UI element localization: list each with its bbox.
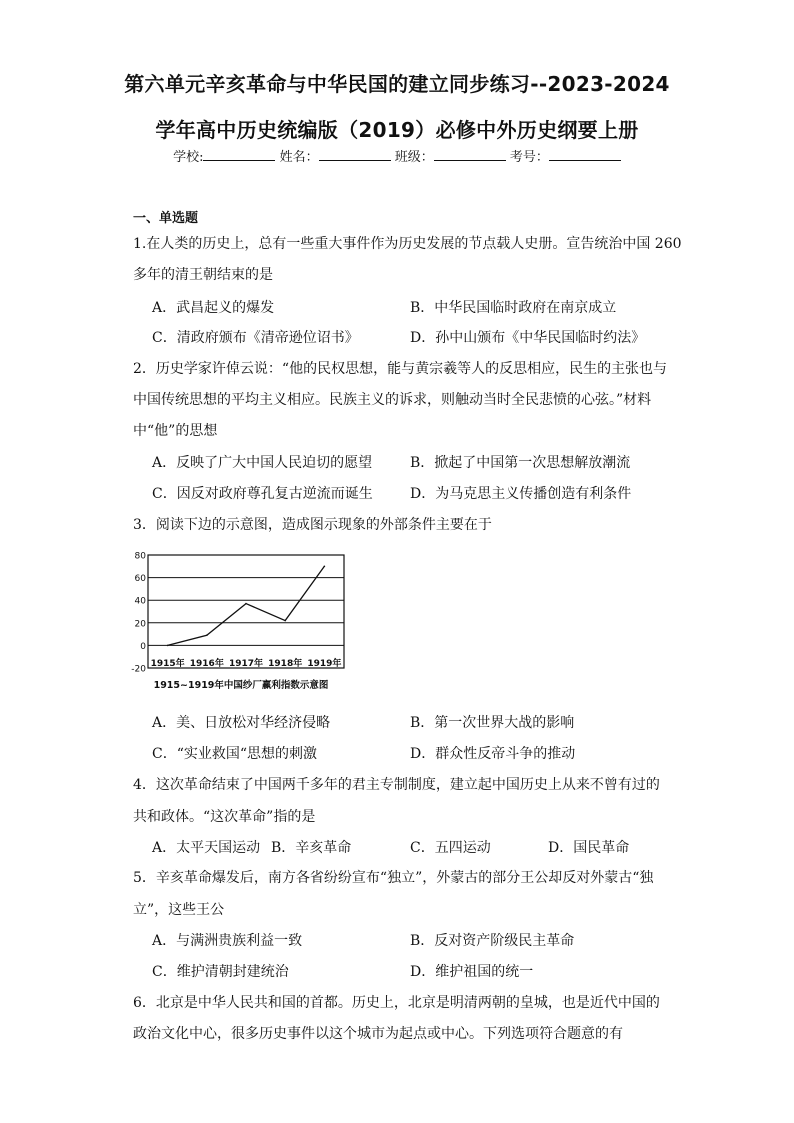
x-tick-label: 1915年 (150, 659, 185, 669)
question-6-line-1: 6．北京是中华人民共和国的首都。历史上，北京是明清两朝的皇城，也是近代中国的 (133, 995, 660, 1011)
question-3-option-c[interactable]: C．“实业救国“思想的刺激 (152, 746, 318, 762)
question-2-line-3: 中“他”的思想 (133, 423, 218, 439)
question-3-option-d[interactable]: D．群众性反帝斗争的推动 (410, 746, 576, 762)
y-tick-label: 20 (134, 619, 146, 630)
question-4-line-1: 4．这次革命结束了中国两千多年的君主专制制度，建立起中国历史上从来不曾有过的 (133, 777, 660, 793)
y-tick-label: -20 (131, 664, 146, 675)
exam-no-label: 考号： (509, 150, 549, 165)
data-point (167, 645, 169, 647)
question-2-line-2: 中国传统思想的平均主义相应。民族主义的诉求，则触动当时全民悲愤的心弦。”材料 (133, 392, 652, 408)
exam-no-blank[interactable] (549, 148, 621, 161)
question-6-line-2: 政治文化中心，很多历史事件以这个城市为起点或中心。下列选项符合题意的有 (133, 1026, 623, 1042)
question-1-option-a[interactable]: A．武昌起义的爆发 (152, 300, 275, 316)
question-1-line-1: 1.在人类的历史上，总有一些重大事件作为历史发展的节点载人史册。宣告统治中国 260 (133, 236, 682, 252)
chart-caption: 1915~1919年中国纱厂赢利指数示意图 (153, 680, 329, 691)
x-tick-label: 1917年 (228, 659, 264, 669)
question-2-option-d[interactable]: D．为马克思主义传播创造有利条件 (410, 486, 632, 502)
question-2-option-a[interactable]: A．反映了广大中国人民迫切的愿望 (152, 455, 373, 471)
x-tick-label: 1916年 (189, 659, 224, 669)
question-3-option-b[interactable]: B．第一次世界大战的影响 (410, 715, 575, 731)
question-4-option-a[interactable]: A．太平天国运动 (152, 840, 261, 856)
data-point (206, 634, 208, 636)
chart-svg (128, 550, 348, 695)
data-point (284, 620, 286, 622)
question-5-option-b[interactable]: B．反对资产阶级民主革命 (410, 933, 575, 949)
y-tick-label: 40 (134, 596, 146, 607)
question-3-line-1: 3．阅读下边的示意图，造成图示现象的外部条件主要在于 (133, 517, 492, 533)
question-4-line-2: 共和政体。“这次革命”指的是 (133, 809, 316, 825)
question-4-option-d[interactable]: D．国民革命 (548, 840, 630, 856)
question-5-option-a[interactable]: A．与满洲贵族利益一致 (152, 933, 303, 949)
plot-frame (148, 555, 344, 668)
question-5-line-2: 立”，这些王公 (133, 902, 225, 918)
data-point (324, 566, 326, 568)
y-tick-label: 0 (140, 641, 146, 652)
question-4-option-b[interactable]: B．辛亥革命 (271, 840, 352, 856)
question-1-option-b[interactable]: B．中华民国临时政府在南京成立 (410, 300, 617, 316)
class-label: 班级： (394, 150, 434, 165)
name-blank[interactable] (319, 148, 391, 161)
question-1-option-d[interactable]: D．孙中山颁布《中华民国临时约法》 (410, 330, 646, 346)
question-1-option-c[interactable]: C．清政府颁布《清帝逊位诏书》 (152, 330, 359, 346)
question-2-line-1: 2．历史学家许倬云说：“他的民权思想，能与黄宗羲等人的反思相应，民生的主张也与 (133, 361, 668, 377)
x-tick-label: 1918年 (268, 659, 303, 669)
question-4-option-c[interactable]: C．五四运动 (410, 840, 491, 856)
class-blank[interactable] (434, 148, 506, 161)
school-blank[interactable] (203, 148, 275, 161)
question-5-option-c[interactable]: C．维护清朝封建统治 (152, 964, 289, 980)
question-5-line-1: 5．辛亥革命爆发后，南方各省纷纷宣布“独立”，外蒙古的部分王公却反对外蒙古“独 (133, 870, 654, 886)
question-2-option-c[interactable]: C．因反对政府尊孔复古逆流而诞生 (152, 486, 373, 502)
student-info-row (0, 146, 794, 165)
data-point (245, 603, 247, 605)
y-tick-label: 80 (134, 551, 146, 562)
question-1-line-2: 多年的清王朝结束的是 (133, 267, 273, 283)
name-label: 姓名： (279, 150, 319, 165)
question-5-option-d[interactable]: D．维护祖国的统一 (410, 964, 534, 980)
title-line-2: 学年高中历史统编版（2019）必修中外历史纲要上册 (155, 118, 639, 142)
section-title: 一、单选题 (133, 211, 199, 226)
series-line (168, 566, 325, 645)
question-2-option-b[interactable]: B．掀起了中国第一次思想解放潮流 (410, 455, 631, 471)
question-3-option-a[interactable]: A．美、日放松对华经济侵略 (152, 715, 331, 731)
title-line-1: 第六单元辛亥革命与中华民国的建立同步练习--2023-2024 (124, 72, 670, 96)
x-tick-label: 1919年 (307, 659, 342, 669)
y-tick-label: 60 (134, 574, 146, 585)
school-label: 学校: (173, 150, 204, 165)
profit-index-chart (128, 550, 348, 695)
